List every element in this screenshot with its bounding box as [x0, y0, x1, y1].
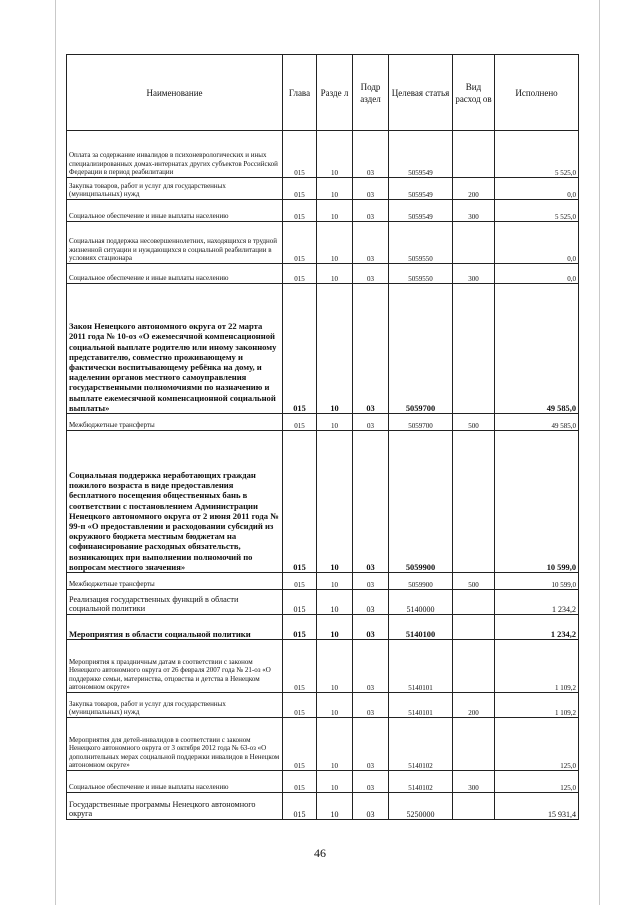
row-executed-amount: 49 585,0: [495, 414, 579, 431]
row-target-article: 5140102: [389, 718, 453, 771]
row-expense-type: [453, 793, 495, 820]
budget-execution-table: [66, 54, 579, 820]
row-chapter: 015: [283, 414, 317, 431]
table-row: [67, 431, 579, 573]
row-name: Социальное обеспечение и иные выплаты населению: [67, 200, 283, 222]
row-expense-type: 200: [453, 178, 495, 200]
row-subsection: 03: [353, 414, 389, 431]
header-section: Разде л: [317, 55, 353, 131]
row-executed-amount: 1 234,2: [495, 615, 579, 640]
table-row: [67, 640, 579, 693]
row-executed-amount: 125,0: [495, 718, 579, 771]
row-expense-type: [453, 615, 495, 640]
row-executed-amount: 1 109,2: [495, 640, 579, 693]
row-chapter: 015: [283, 693, 317, 718]
row-expense-type: [453, 284, 495, 414]
row-subsection: 03: [353, 615, 389, 640]
row-executed-amount: 5 525,0: [495, 131, 579, 178]
table-row: [67, 771, 579, 793]
row-section: 10: [317, 431, 353, 573]
row-target-article: 5059900: [389, 573, 453, 590]
table-row: [67, 718, 579, 771]
row-expense-type: 500: [453, 573, 495, 590]
row-executed-amount: 1 234,2: [495, 590, 579, 615]
table-row: [67, 284, 579, 414]
row-section: 10: [317, 640, 353, 693]
row-executed-amount: 1 109,2: [495, 693, 579, 718]
row-target-article: 5059549: [389, 131, 453, 178]
row-target-article: 5140000: [389, 590, 453, 615]
row-subsection: 03: [353, 431, 389, 573]
row-expense-type: [453, 222, 495, 264]
row-section: 10: [317, 200, 353, 222]
row-subsection: 03: [353, 222, 389, 264]
table-row: [67, 264, 579, 284]
row-section: 10: [317, 771, 353, 793]
table-row: [67, 590, 579, 615]
row-subsection: 03: [353, 693, 389, 718]
row-name: Межбюджетные трансферты: [67, 414, 283, 431]
row-section: 10: [317, 131, 353, 178]
row-chapter: 015: [283, 615, 317, 640]
header-executed: Исполнено: [495, 55, 579, 131]
header-subsection: Подр аздел: [353, 55, 389, 131]
row-target-article: 5059700: [389, 284, 453, 414]
row-name: Социальная поддержка неработающих граждан пожилого возраста в виде предоставления бесплатного посещения общественных бань в соответствии с постановлением Администрации Ненецкого автономного округа от 2 июня 2011 года № 99-п «О предоставлении и расходовании субсидий из окружного бюджета местным бюджетам на софинансирование расходных обязательств, возникающих при выполнении полномочий по вопросам местного значения»: [67, 431, 283, 573]
row-subsection: 03: [353, 718, 389, 771]
row-section: 10: [317, 793, 353, 820]
row-executed-amount: 10 599,0: [495, 431, 579, 573]
row-name: Государственные программы Ненецкого автономного округа: [67, 793, 283, 820]
row-section: 10: [317, 693, 353, 718]
row-expense-type: [453, 431, 495, 573]
row-name: Социальное обеспечение и иные выплаты населению: [67, 264, 283, 284]
row-subsection: 03: [353, 264, 389, 284]
row-chapter: 015: [283, 640, 317, 693]
row-expense-type: 200: [453, 693, 495, 718]
row-target-article: 5059700: [389, 414, 453, 431]
row-executed-amount: 0,0: [495, 222, 579, 264]
row-name: Мероприятия в области социальной политики: [67, 615, 283, 640]
row-expense-type: [453, 131, 495, 178]
row-subsection: 03: [353, 640, 389, 693]
row-chapter: 015: [283, 284, 317, 414]
table-row: [67, 178, 579, 200]
row-target-article: 5059900: [389, 431, 453, 573]
row-name: Межбюджетные трансферты: [67, 573, 283, 590]
row-section: 10: [317, 284, 353, 414]
row-executed-amount: 49 585,0: [495, 284, 579, 414]
page-number: 46: [314, 846, 326, 860]
row-section: 10: [317, 615, 353, 640]
row-chapter: 015: [283, 178, 317, 200]
row-expense-type: [453, 718, 495, 771]
row-executed-amount: 5 525,0: [495, 200, 579, 222]
row-target-article: 5059550: [389, 264, 453, 284]
row-section: 10: [317, 178, 353, 200]
row-chapter: 015: [283, 264, 317, 284]
row-target-article: 5059549: [389, 178, 453, 200]
table-header-row: [67, 55, 579, 131]
row-section: 10: [317, 590, 353, 615]
table-row: [67, 793, 579, 820]
row-target-article: 5140102: [389, 771, 453, 793]
row-chapter: 015: [283, 771, 317, 793]
row-chapter: 015: [283, 590, 317, 615]
table-row: [67, 573, 579, 590]
table-row: [67, 131, 579, 178]
table-row: [67, 414, 579, 431]
row-expense-type: 300: [453, 200, 495, 222]
row-name: Реализация государственных функций в области социальной политики: [67, 590, 283, 615]
row-subsection: 03: [353, 178, 389, 200]
header-name: Наименование: [67, 55, 283, 131]
row-target-article: 5059549: [389, 200, 453, 222]
row-section: 10: [317, 264, 353, 284]
row-name: Закон Ненецкого автономного округа от 22 марта 2011 года № 10-оз «О ежемесячной компенсационной социальной выплате родителю или иному законному представителю, совместно проживающему и фактически воспитывающему ребёнка на дому, и наделении органов местного самоуправления государственными полномочиями по назначению и выплате ежемесячной компенсационной социальной выплаты»: [67, 284, 283, 414]
row-subsection: 03: [353, 284, 389, 414]
row-target-article: 5250000: [389, 793, 453, 820]
row-chapter: 015: [283, 222, 317, 264]
row-chapter: 015: [283, 431, 317, 573]
row-name: Социальная поддержка несовершеннолетних, находящихся в трудной жизненной ситуации и нуждающихся в социальной реабилитации в условиях стационара: [67, 222, 283, 264]
row-executed-amount: 10 599,0: [495, 573, 579, 590]
row-chapter: 015: [283, 131, 317, 178]
page-scan-edge-right: [599, 0, 600, 905]
row-target-article: 5140100: [389, 615, 453, 640]
row-subsection: 03: [353, 200, 389, 222]
header-chapter: Глава: [283, 55, 317, 131]
row-name: Закупка товаров, работ и услуг для государственных (муниципальных) нужд: [67, 178, 283, 200]
table-row: [67, 693, 579, 718]
row-chapter: 015: [283, 793, 317, 820]
row-name: Закупка товаров, работ и услуг для государственных (муниципальных) нужд: [67, 693, 283, 718]
row-name: Мероприятия для детей-инвалидов в соответствии с законом Ненецкого автономного округа от 3 октября 2012 года № 63-оз «О дополнительных мерах социальной поддержки инвалидов в Ненецком автономном округе»: [67, 718, 283, 771]
row-executed-amount: 15 931,4: [495, 793, 579, 820]
row-subsection: 03: [353, 793, 389, 820]
row-executed-amount: 0,0: [495, 264, 579, 284]
table-row: [67, 615, 579, 640]
row-name: Мероприятия к праздничным датам в соответствии с законом Ненецкого автономного округа от 26 февраля 2007 года № 21-оз «О поддержке семьи, материнства, отцовства и детства в Ненецком автономном округе»: [67, 640, 283, 693]
row-chapter: 015: [283, 718, 317, 771]
table-row: [67, 200, 579, 222]
row-executed-amount: 0,0: [495, 178, 579, 200]
row-section: 10: [317, 222, 353, 264]
header-expense-type: Вид расход ов: [453, 55, 495, 131]
row-target-article: 5140101: [389, 693, 453, 718]
row-target-article: 5059550: [389, 222, 453, 264]
row-expense-type: [453, 590, 495, 615]
row-executed-amount: 125,0: [495, 771, 579, 793]
row-chapter: 015: [283, 200, 317, 222]
row-section: 10: [317, 573, 353, 590]
row-section: 10: [317, 414, 353, 431]
row-subsection: 03: [353, 573, 389, 590]
row-expense-type: [453, 640, 495, 693]
row-expense-type: 500: [453, 414, 495, 431]
row-subsection: 03: [353, 131, 389, 178]
row-name: Социальное обеспечение и иные выплаты населению: [67, 771, 283, 793]
table-row: [67, 222, 579, 264]
row-chapter: 015: [283, 573, 317, 590]
page-scan-edge-left: [55, 0, 56, 905]
row-expense-type: 300: [453, 771, 495, 793]
row-subsection: 03: [353, 590, 389, 615]
row-subsection: 03: [353, 771, 389, 793]
row-target-article: 5140101: [389, 640, 453, 693]
row-name: Оплата за содержание инвалидов в психоневрологических и иных специализированных домах-интернатах других субъектов Российской Федерации в период реабилитации: [67, 131, 283, 178]
row-section: 10: [317, 718, 353, 771]
header-target-article: Целевая статья: [389, 55, 453, 131]
row-expense-type: 300: [453, 264, 495, 284]
